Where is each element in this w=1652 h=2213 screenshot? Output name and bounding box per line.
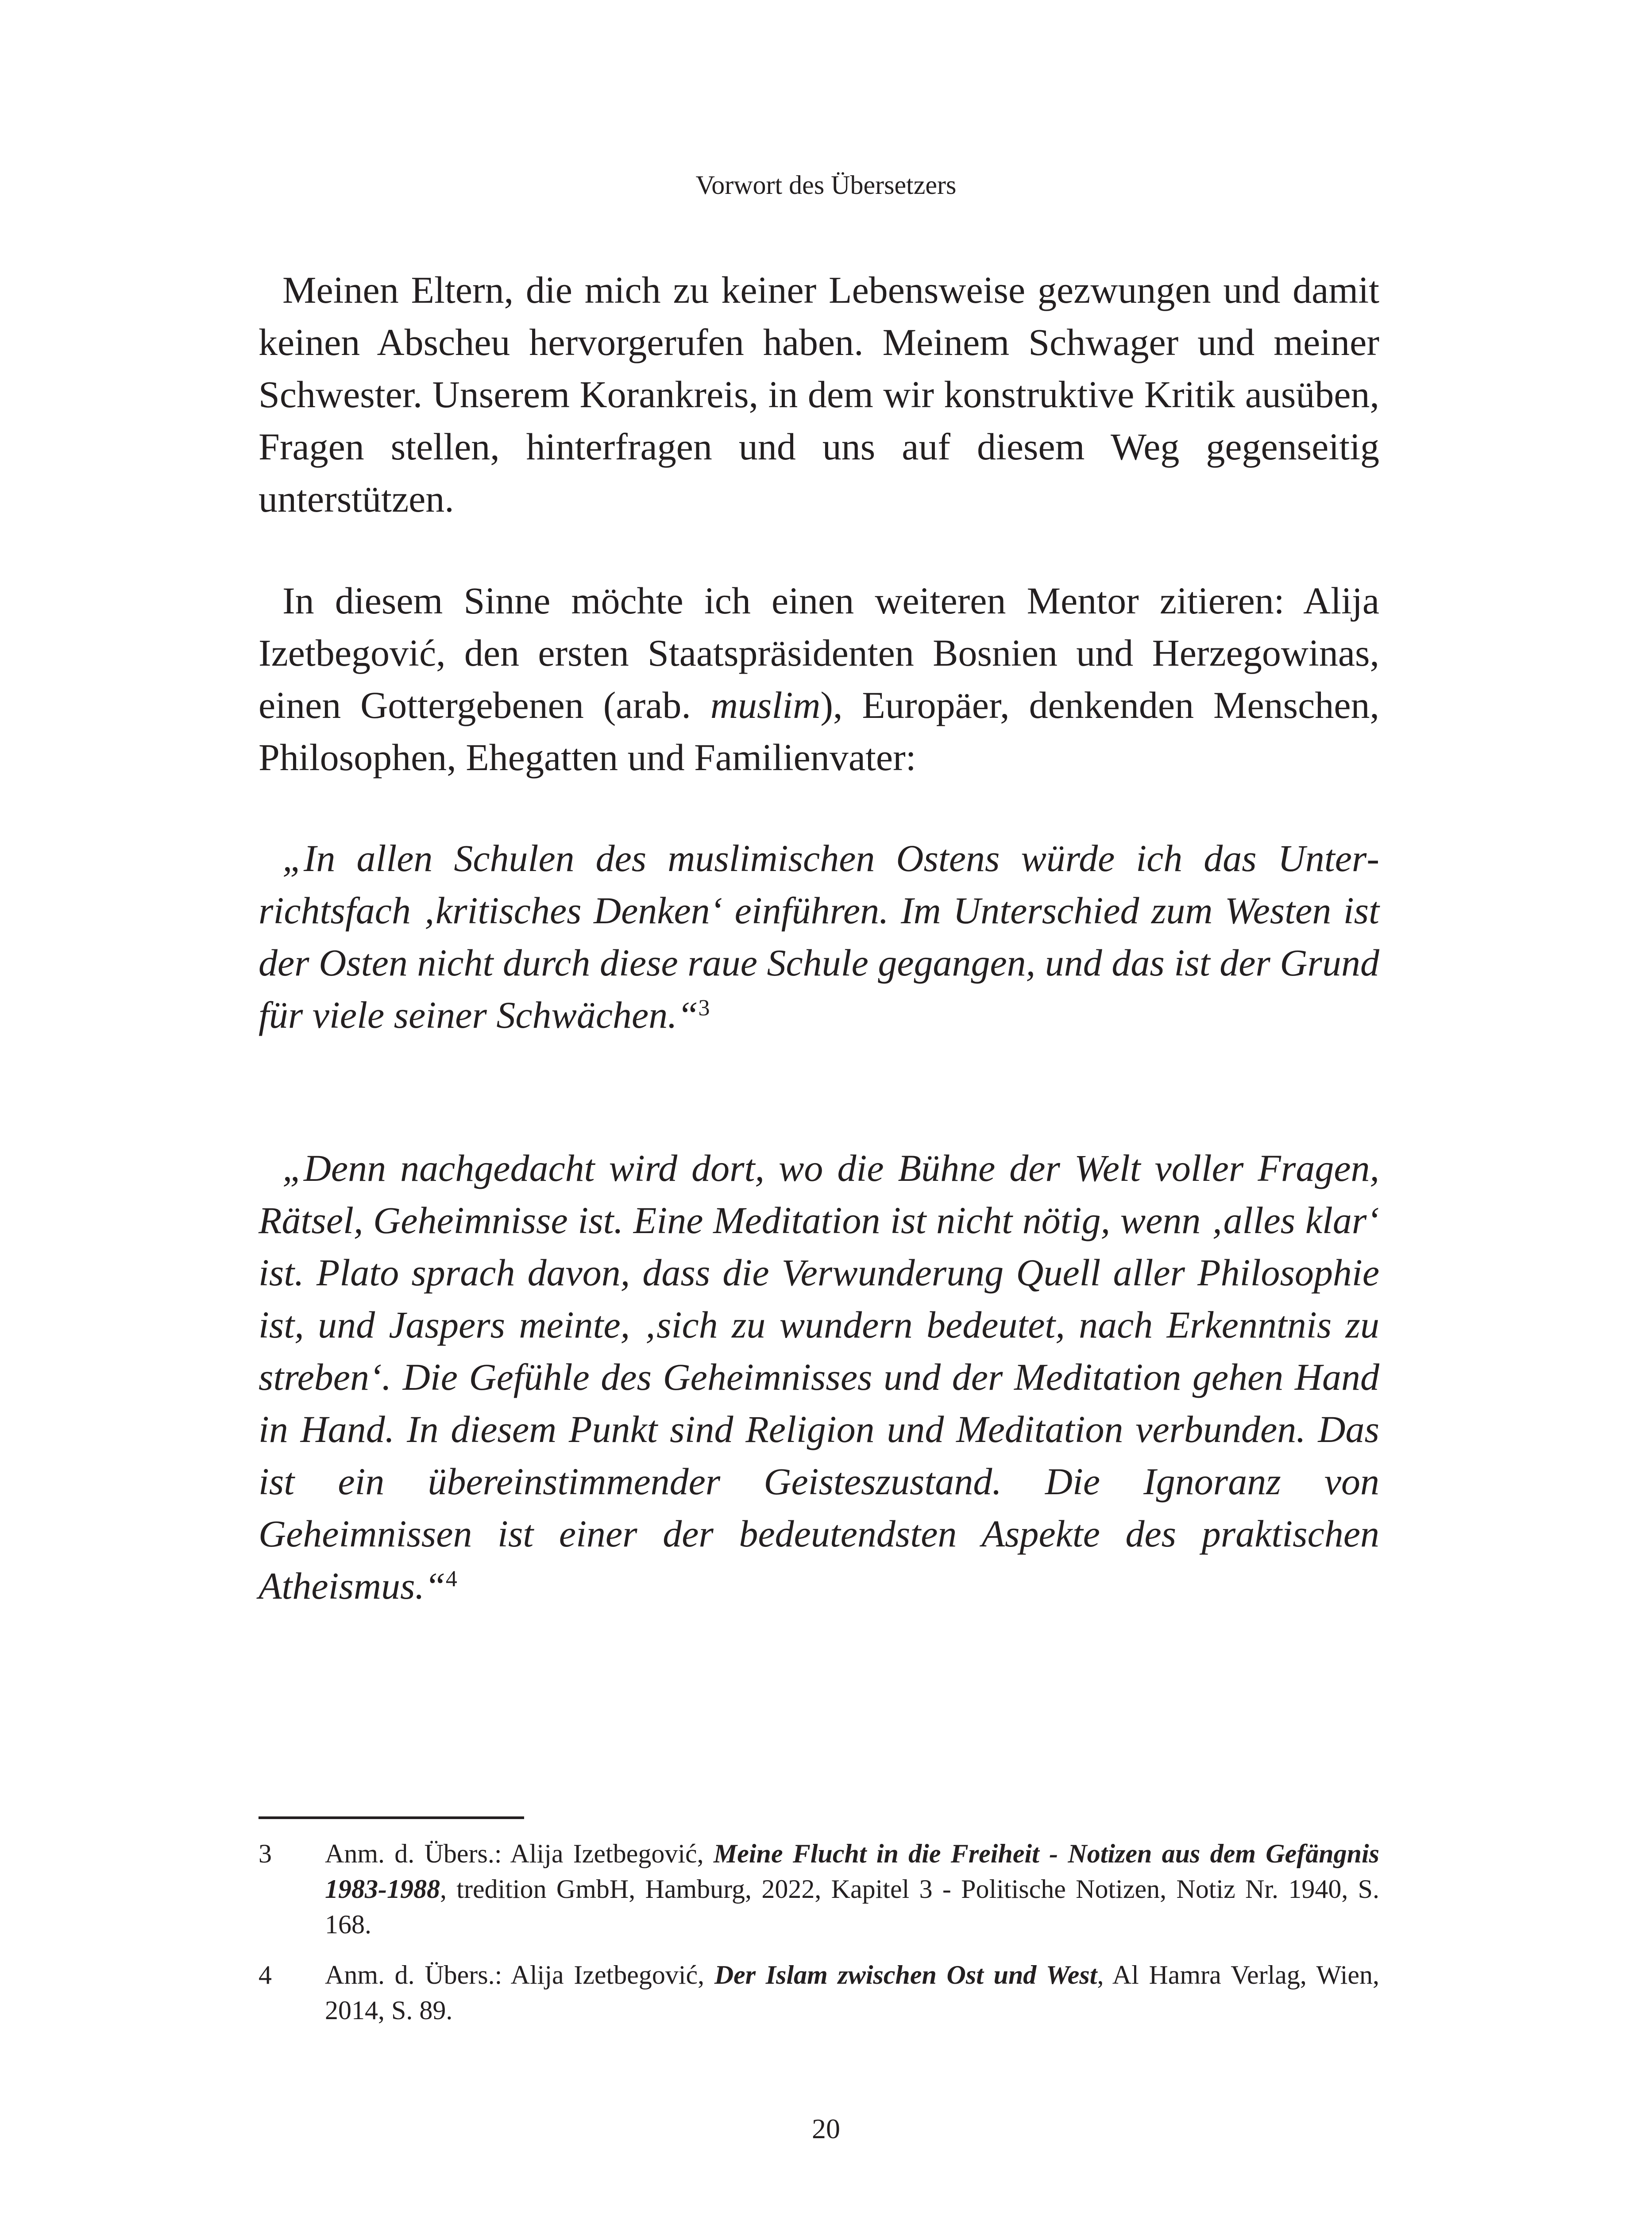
quote-1-text [259,832,1379,1041]
footnote-text [325,1836,1379,1942]
paragraph-1-text: Meinen Eltern, die mich zu keiner Lebensweise gezwungen und damit keinen Abscheu hervorgerufen haben. Meinem Schwager und meiner Schwester. Unserem Korankreis, in dem wir konstruktive Kritik ausüben, Fragen stellen, hinterfragen und uns auf diesem Weg gegenseitig unterstützen. [259,269,1379,520]
quote-2-body: „Denn nachgedacht wird dort, wo die Bühne der Welt voller Fragen, Rätsel, Geheimnisse ist. Eine Meditation ist nicht nötig, wenn ‚alles klar‘ ist. Plato sprach davon, dass die Verwunderung Quell aller Philosophie ist, und Jaspers meinte, ‚sich zu wundern bedeutet, nach Erkenntnis zu streben‘. Die Gefühle des Geheimnisses und der Meditation gehen Hand in Hand. In diesem Punkt sind Religion und Meditation verbunden. Das ist ein übereinstimmender Geisteszustand. Die Ignoranz von Geheimnissen ist einer der bedeutendsten Aspekte des praktischen Atheismus.“ [259,1147,1379,1607]
footnote-ref-3[interactable]: 3 [698,995,710,1021]
footnote-suffix: , Al Hamra Verlag, Wien, 2014, S. 89. [325,1960,1380,2025]
footnote-prefix: Anm. d. Übers.: Alija Izetbegović, [325,1960,714,1989]
footnote-book-title: Meine Flucht in die Freiheit - Notizen aus dem Gefängnis 1983-1988 [325,1839,1379,1904]
footnote-separator [259,1816,524,1819]
paragraph-mentor [259,574,1379,783]
paragraph-2-text [259,574,1379,783]
running-header: Vorwort des Übersetzers [695,170,957,200]
paragraph-2-before: In diesem Sinne möchte ich einen weiteren Mentor zitieren: Alija Izetbegović, den ersten Staatspräsidenten Bosnien und Herzegowinas, einen Gottergebenen (arab. [259,579,1379,726]
quote-1-body: „In allen Schulen des muslimischen Ostens würde ich das Unterrichtsfach ‚kritisches Denken‘ einführen. Im Unterschied zum Westen ist der Osten nicht durch diese raue Schule gegangen, und das ist der Grund für viele seiner Schwächen.“ [259,837,1379,1036]
footnote-text [325,1957,1379,2028]
quote-1 [259,832,1379,1041]
paragraph-2-italic: muslim [710,684,821,726]
quote-2-text [259,1142,1379,1612]
page-number: 20 [812,2113,840,2144]
paragraph-2-after: ), Europäer, denkenden Menschen, Philosophen, Ehegatten und Familienvater: [259,684,1379,779]
footnotes [259,1836,1379,2043]
footnote-number: 4 [259,1960,272,1989]
footnote-number: 3 [259,1839,272,1868]
footnote-prefix: Anm. d. Übers.: Alija Izetbegović, [325,1839,714,1868]
footnote-3 [259,1836,1379,1942]
footnote-suffix: , tredition GmbH, Hamburg, 2022, Kapitel 3 - Politische Notizen, Notiz Nr. 1940, S. 168. [325,1874,1379,1939]
paragraph-dedication [259,264,1379,525]
footnote-book-title: Der Islam zwischen Ost und West [714,1960,1097,1989]
quote-2 [259,1142,1379,1612]
footnote-4 [259,1957,1379,2028]
footnote-ref-4[interactable]: 4 [445,1566,457,1592]
